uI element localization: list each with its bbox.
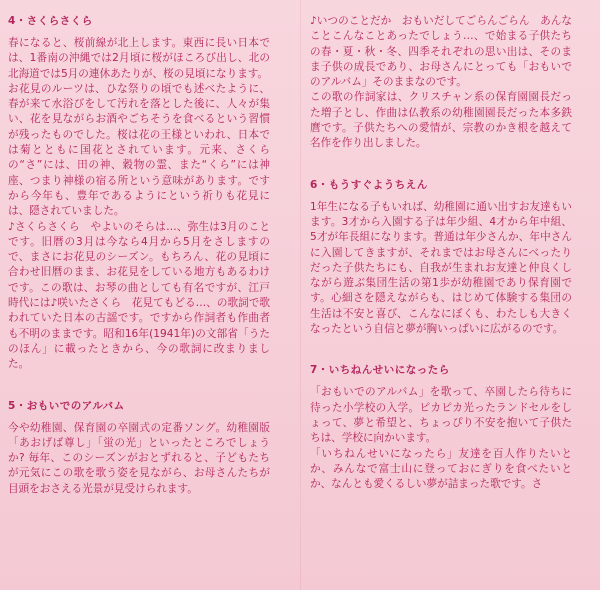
section-5-paragraph-1: 今や幼稚園、保育園の卒園式の定番ソング。幼稚園版「あおげば尊し」「蛍の光」といったところでしょうか? 毎年、このシーズンがおとずれると、子どもたちが元気にこの歌を歌う姿を見ながら、お母さんたちが目頭をおさえる光景が見受けられます。	[8, 421, 270, 495]
section-6-title: 6・もうすぐようちえん	[310, 178, 428, 191]
section-4-paragraph-3: ♪さくらさくら やよいのそらは…、弥生は3月のことです。旧暦の3月は今なら4月から5月をさしますので、まさにお花見のシーズン。もちろん、花の見頃に合わせ旧暦のまま、お花見をしている地方もあるわけです。この歌は、お琴の曲としても有名ですが、江戸時代には♪咲いたさくら 花見てもどる…、の歌詞で歌われていた日本の古謡です。ですから作詞者も作曲者も不明のままです。昭和16年(1941年)の文部省「うたのほん」に載ったときから、今の歌詞に改まりました。	[8, 220, 270, 371]
section-7-title: 7・いちねんせいになったら	[310, 364, 450, 377]
section-7-paragraph-2: 「いちねんせいになったら」友達を百人作りたいとか、みんなで富士山に登っておにぎりを食べたいとか、なんとも愛くるしい夢が詰まった歌です。さ	[310, 447, 572, 491]
section-7-paragraph-1: 「おもいでのアルバム」を歌って、卒園したら待ちに待った小学校の入学。ピカピカ光ったランドセルをしょって、夢と希望と、ちょっぴり不安を抱いて子供たちは、学校に向かいます。	[310, 386, 572, 445]
section-5-paragraph-2: ♪いつのことだか おもいだしてごらんごらん あんなことこんなことあったでしょう…、で始まる子供たちの春・夏・秋・冬、四季それぞれの思い出は、そのまま子供の成長であり、お母さんにとっても「おもいでのアルバム」そのままなのです。	[310, 15, 572, 89]
section-5-title: 5・おもいでのアルバム	[8, 399, 125, 412]
right-column	[310, 14, 572, 492]
section-6-paragraph-1: 1年生になる子もいれば、幼稚園に通い出すお友達もいます。3才から入園する子は年少組、4才から年中組、5才が年長組になります。普通は年少さんか、年中さんに入園してきますが、それまではお母さんにべったりだった子供たちにも、自我が生まれお友達と仲良くしながら遊ぶ集団生活の第1歩が幼稚園であり保育園です。心細さを隠えながらも、はじめて体験する集団の生活は不安と喜び、こんなにぼくも、わたしも大きくなったという自信と夢が胸いっぱいに広がるのです。	[310, 200, 572, 336]
section-5-paragraph-3: この歌の作詞家は、クリスチャン系の保育園園長だった増子とし、作曲は仏教系の幼稚園園長だった本多鉄麿です。子供たちへの愛情が、宗教のかき根を越えて名作を作り出しました。	[310, 91, 572, 150]
left-column	[8, 14, 270, 497]
section-4-paragraph-2: お花見のルーツは、ひな祭りの頃でも述べたように、春が来て水浴びをして汚れを落とした後に、人々が集い、花を見ながらお酒やごちそうを食べるという習慣が残ったものでした。桜は花の王様といわれ、日本では菊とともに国花とされています。元来、さくらの“さ”には、田の神、穀物の霊、また“くら”には神座、つまり神様の宿る所という意味があります。ですから今年も、豊年であるようにという祈りも花見には、隠されていました。	[8, 82, 270, 218]
section-4-paragraph-1: 春になると、桜前線が北上します。東西に長い日本では、1番南の沖縄では2月頃に桜がほころび出し、北の北海道では5月の連休あたりが、桜の見頃になります。	[8, 37, 270, 80]
column-divider	[300, 0, 301, 590]
section-4-title: 4・さくらさくら	[8, 15, 93, 27]
